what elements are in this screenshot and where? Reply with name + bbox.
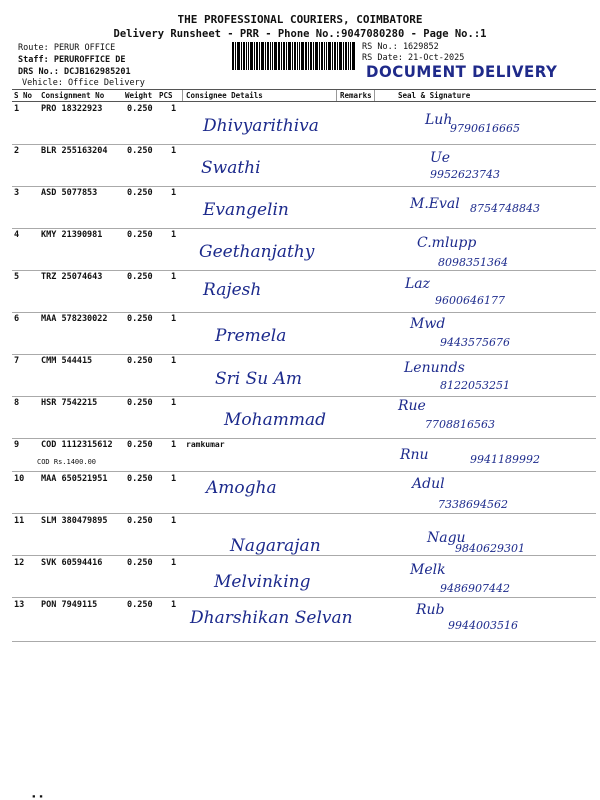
handwritten-consignee: Premela (215, 326, 287, 346)
row-separator (12, 228, 596, 229)
handwritten-phone: 7708816563 (425, 418, 495, 431)
header-top-rule (12, 89, 596, 90)
vehicle-text: Vehicle: Office Delivery (22, 78, 145, 88)
consignment-number: HSR 7542215 (41, 398, 98, 408)
col-pcs: PCS (159, 91, 173, 100)
row-sno: 8 (14, 398, 20, 408)
consignment-number: PON 7949115 (41, 600, 98, 610)
pcs-value: 1 (171, 188, 177, 198)
pcs-value: 1 (171, 146, 177, 156)
weight-value: 0.250 (127, 314, 153, 324)
row-separator (12, 555, 596, 556)
row-sno: 12 (14, 558, 25, 568)
signature: M.Eval (410, 196, 460, 212)
signature: C.mlupp (417, 235, 477, 251)
handwritten-consignee: Amogha (206, 478, 277, 498)
pcs-value: 1 (171, 230, 177, 240)
handwritten-consignee: Evangelin (203, 200, 289, 220)
handwritten-phone: 7338694562 (438, 498, 508, 511)
pcs-value: 1 (171, 398, 177, 408)
weight-value: 0.250 (127, 558, 153, 568)
signature: Rub (416, 602, 445, 618)
drs-number: DRS No.: DCJB162985201 (18, 67, 131, 77)
cod-amount: COD Rs.1400.00 (37, 458, 97, 466)
handwritten-consignee: Melvinking (214, 572, 311, 592)
handwritten-consignee: Dharshikan Selvan (190, 608, 353, 628)
handwritten-phone: 9840629301 (455, 542, 525, 555)
row-sno: 10 (14, 474, 25, 484)
row-sno: 1 (14, 104, 20, 114)
weight-value: 0.250 (127, 356, 153, 366)
consignment-number: MAA 578230022 (41, 314, 108, 324)
row-separator (12, 396, 596, 397)
row-sno: 4 (14, 230, 20, 240)
row-separator (12, 186, 596, 187)
weight-value: 0.250 (127, 440, 153, 450)
consignment-number: SVK 60594416 (41, 558, 103, 568)
pcs-value: 1 (171, 356, 177, 366)
row-sno: 2 (14, 146, 20, 156)
handwritten-consignee: Rajesh (203, 280, 262, 300)
weight-value: 0.250 (127, 272, 153, 282)
staff-text: Staff: PERUROFFICE DE (18, 55, 126, 65)
row-sno: 6 (14, 314, 20, 324)
pcs-value: 1 (171, 516, 177, 526)
weight-value: 0.250 (127, 398, 153, 408)
handwritten-consignee: Geethanjathy (199, 242, 315, 262)
handwritten-consignee: Dhivyarithiva (203, 116, 319, 136)
signature: Ue (430, 150, 451, 166)
rs-number: RS No.: 1629852 (362, 42, 439, 52)
handwritten-consignee: Nagarajan (230, 536, 321, 556)
handwritten-phone: 9944003516 (448, 619, 518, 632)
signature: Melk (410, 562, 446, 578)
runsheet-subtitle: Delivery Runsheet - PRR - Phone No.:9047080280 - Page No.:1 (113, 28, 487, 40)
handwritten-consignee: Sri Su Am (215, 369, 303, 389)
row-separator (12, 471, 596, 472)
handwritten-phone: 9486907442 (440, 582, 510, 595)
row-sno: 5 (14, 272, 20, 282)
signature: Rue (398, 398, 426, 414)
handwritten-phone: 9952623743 (430, 168, 500, 181)
col-divider (374, 90, 375, 101)
col-divider (336, 90, 337, 101)
consignment-number: MAA 650521951 (41, 474, 108, 484)
handwritten-phone: 9790616665 (450, 122, 520, 135)
consignment-number: KMY 21390981 (41, 230, 103, 240)
consignment-number: COD 1112315612 (41, 440, 113, 450)
pcs-value: 1 (171, 314, 177, 324)
rs-date: RS Date: 21-Oct-2025 (362, 53, 465, 63)
weight-value: 0.250 (127, 474, 153, 484)
consignee-name: ramkumar (186, 440, 225, 449)
weight-value: 0.250 (127, 104, 153, 114)
handwritten-phone: 9600646177 (435, 294, 505, 307)
consignment-number: BLR 255163204 (41, 146, 108, 156)
handwritten-consignee: Swathi (201, 158, 261, 178)
pcs-value: 1 (171, 272, 177, 282)
signature: Lenunds (404, 360, 465, 376)
company-title: THE PROFESSIONAL COURIERS, COIMBATORE (177, 13, 423, 26)
route-text: Route: PERUR OFFICE (18, 43, 116, 53)
weight-value: 0.250 (127, 516, 153, 526)
row-separator (12, 354, 596, 355)
col-consignee: Consignee Details (186, 91, 263, 100)
handwritten-phone: 8122053251 (440, 379, 510, 392)
pcs-value: 1 (171, 104, 177, 114)
signature: Laz (405, 276, 431, 292)
weight-value: 0.250 (127, 146, 153, 156)
weight-value: 0.250 (127, 188, 153, 198)
row-separator (12, 597, 596, 598)
row-sno: 9 (14, 440, 20, 450)
row-sno: 7 (14, 356, 20, 366)
signature: Adul (412, 476, 445, 492)
row-separator (12, 144, 596, 145)
row-separator (12, 312, 596, 313)
handwritten-phone: 9443575676 (440, 336, 510, 349)
col-weight: Weight (125, 91, 153, 100)
handwritten-phone: 8754748843 (470, 202, 540, 215)
signature: Nagu (427, 530, 466, 546)
consignment-number: CMM 544415 (41, 356, 93, 366)
consignment-number: PRO 18322923 (41, 104, 103, 114)
handwritten-phone: 8098351364 (438, 256, 508, 269)
signature: Rnu (400, 447, 429, 463)
row-separator (12, 270, 596, 271)
pcs-value: 1 (171, 440, 177, 450)
col-remarks: Remarks (340, 91, 372, 100)
row-sno: 13 (14, 600, 25, 610)
col-consignment: Consignment No (41, 91, 105, 100)
weight-value: 0.250 (127, 600, 153, 610)
row-separator (12, 641, 596, 642)
col-divider (182, 90, 183, 101)
pcs-value: 1 (171, 474, 177, 484)
page-mark: ▪ ▪ (32, 793, 43, 800)
consignment-number: SLM 380479895 (41, 516, 108, 526)
row-separator (12, 438, 596, 439)
weight-value: 0.250 (127, 230, 153, 240)
document-delivery-stamp: DOCUMENT DELIVERY (366, 62, 558, 82)
signature: Mwd (410, 316, 446, 332)
col-sno: S No (14, 91, 33, 100)
consignment-number: ASD 5077853 (41, 188, 98, 198)
handwritten-consignee: Mohammad (224, 410, 326, 430)
header-bottom-rule (12, 101, 596, 102)
pcs-value: 1 (171, 558, 177, 568)
col-seal: Seal & Signature (398, 91, 471, 100)
barcode (232, 42, 356, 70)
row-separator (12, 513, 596, 514)
consignment-number: TRZ 25074643 (41, 272, 103, 282)
pcs-value: 1 (171, 600, 177, 610)
signature: Luh (425, 112, 453, 128)
row-sno: 11 (14, 516, 25, 526)
handwritten-phone: 9941189992 (470, 453, 540, 466)
row-sno: 3 (14, 188, 20, 198)
